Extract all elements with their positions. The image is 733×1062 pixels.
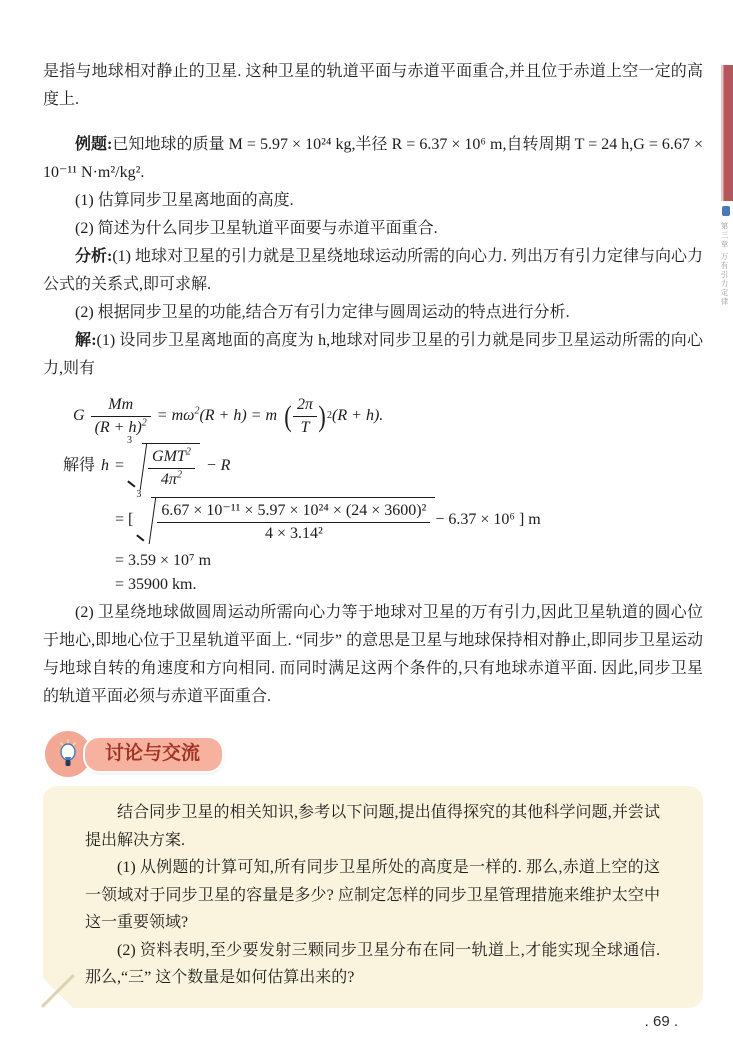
discussion-question-1: (1) 从例题的计算可知,所有同步卫星所处的高度是一样的. 那么,赤道上空的这一领域对于同步卫星的容量是多少? 应制定怎样的同步卫星管理措施来维护太空中这一重要领域? bbox=[85, 859, 660, 931]
equals-bracket: = [ bbox=[115, 510, 134, 528]
example-question-2: (2) 简述为什么同步卫星轨道平面要与赤道平面重合. bbox=[75, 220, 438, 237]
chapter-side-label: 第三章 万有引力定律 bbox=[720, 222, 729, 307]
math-var-h: h bbox=[101, 456, 110, 474]
formula-gravity-centripetal: G $\frac{Mm}{(R + h)^2}$ = $m\omega^2(R + h) = m$ ( $\frac{2\pi}{T}$ ) 2 (R + h). bbox=[73, 395, 384, 436]
example-paragraph bbox=[43, 131, 703, 187]
math-tail-3: − 6.37 × 10⁶ ] m bbox=[435, 510, 541, 528]
radical-index: 3 bbox=[127, 434, 133, 446]
discussion-question-2: (2) 资料表明,至少要发射三颗同步卫星分布在同一轨道上,才能实现全球通信. 那么,“三” 这个数量是如何估算出来的? bbox=[85, 941, 660, 986]
fraction-numeric: $\frac{\text{6.67 × 10⁻¹¹ × 5.97 × 10²⁴ × (24 × 3600)²}}{\text{4 × 3.14²}}$ bbox=[157, 501, 430, 544]
fraction-2pi-over-T: $\frac{2\pi}{T}$ bbox=[293, 395, 317, 438]
solution-paragraph bbox=[43, 327, 703, 383]
big-paren-open: ( bbox=[284, 399, 292, 433]
big-paren-close: ) bbox=[318, 399, 326, 433]
discussion-header bbox=[45, 731, 703, 777]
equals-sign: = bbox=[115, 456, 125, 474]
fraction-Mm-over-Rh2: $\frac{Mm}{(R + h)^2}$ bbox=[91, 395, 151, 438]
discussion-intro: 结合同步卫星的相关知识,参考以下问题,提出值得探究的其他科学问题,并尝试提出解决方案. bbox=[85, 804, 660, 849]
fraction-GMT2-over-4pi2: $\frac{GMT^2}{4\pi^2}$ bbox=[148, 447, 195, 490]
example-text: 已知地球的质量 M = 5.97 × 10²⁴ kg,半径 R = 6.37 × 10⁶ m,自转周期 T = 24 h,G = 6.67 × 10⁻¹¹ N·m²/kg². bbox=[43, 136, 703, 181]
example-question-1: (1) 估算同步卫星离地面的高度. bbox=[75, 192, 294, 209]
solution-text: (1) 设同步卫星离地面的高度为 h,地球对同步卫星的引力就是同步卫星运动所需的向心力,则有 bbox=[43, 332, 703, 377]
math-var-G: G bbox=[73, 406, 85, 424]
page-number: . 69 . bbox=[644, 1013, 678, 1030]
formula-h-meters: = 3.59 × 10⁷ m bbox=[115, 551, 212, 569]
formula-h-substitution bbox=[115, 488, 703, 547]
analysis-paragraph-2: (2) 根据同步卫星的功能,结合万有引力定律与圆周运动的特点进行分析. bbox=[75, 304, 570, 321]
math-tail-2: − R bbox=[205, 456, 231, 474]
radical-index-numeric: 3 bbox=[136, 488, 142, 500]
solve-label: 解得 bbox=[63, 456, 96, 474]
discussion-box bbox=[43, 786, 703, 1008]
analysis-text: (1) 地球对卫星的引力就是卫星绕地球运动所需的向心力. 列出万有引力定律与向心力公式的关系式,即可求解. bbox=[43, 248, 704, 293]
analysis-label: 分析: bbox=[75, 248, 113, 265]
formula-h-km: = 35900 km. bbox=[115, 575, 197, 593]
side-mini-icon bbox=[722, 206, 730, 216]
formula-h-solution bbox=[63, 434, 703, 491]
intro-paragraph: 是指与地球相对静止的卫星. 这种卫星的轨道平面与赤道平面重合,并且位于赤道上空一定的高度上. bbox=[43, 63, 703, 108]
solution-paragraph-2: (2) 卫星绕地球做圆周运动所需向心力等于地球对卫星的万有引力,因此卫星轨道的圆心位于地心,即地心位于卫星轨道平面上. “同步” 的意思是卫星与地球保持相对静止,即同步卫星运动与地球自转的角速度和方向相同. 而同时满足这两个条件的,只有地球赤道平面. 因此,同步卫星的轨道平面必须与赤道平面重合. bbox=[43, 604, 703, 705]
analysis-paragraph bbox=[43, 243, 703, 299]
cube-root bbox=[127, 434, 200, 490]
example-label: 例题: bbox=[75, 136, 113, 153]
math-tail-1: (R + h). bbox=[332, 406, 384, 424]
discussion-title: 讨论与交流 bbox=[83, 736, 224, 773]
solution-label: 解: bbox=[75, 332, 97, 349]
cube-root-numeric bbox=[136, 488, 435, 544]
main-content bbox=[43, 58, 703, 1008]
math-mid-1: = $m\omega^2(R + h) = m$ bbox=[156, 405, 278, 424]
discussion-section bbox=[43, 731, 703, 1008]
chapter-tab bbox=[721, 65, 733, 201]
